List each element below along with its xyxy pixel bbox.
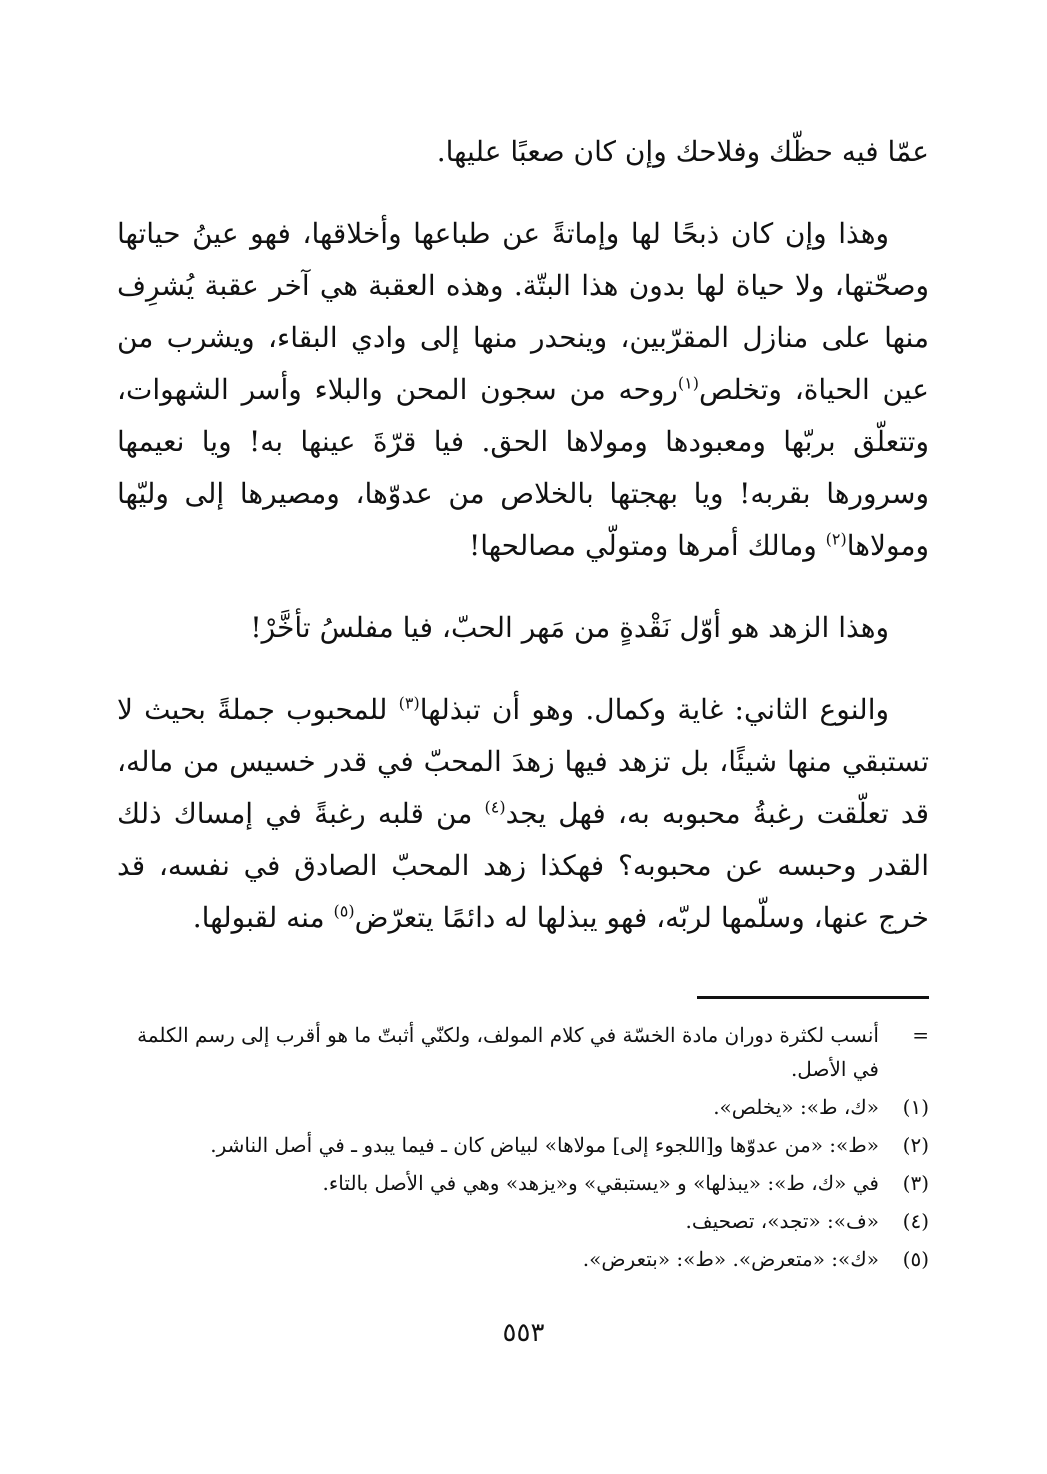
footnote-text: «ف»: «تجد»، تصحيف.: [685, 1209, 879, 1233]
footnote-text: في «ك، ط»: «يبذلها» و «يستبقي» و«يزهد» وهي في الأصل بالتاء.: [322, 1171, 879, 1195]
footnote-mark: (٥): [902, 1247, 929, 1271]
footnote-mark: (٤): [902, 1209, 929, 1233]
paragraph-2-text-c: ومالك أمرها ومتولّي مصالحها!: [468, 529, 817, 562]
footnote-2: [117, 1128, 929, 1162]
paragraph-4-text-d: منه لقبولها.: [192, 901, 325, 934]
paragraph-2-text-b: روحه من سجون المحن والبلاء وأسر الشهوات، وتتعلّق بربّها ومعبودها ومولاها الحق. فيا قرّةَ عينها به! ويا نعيمها وسرورها بقربه! ويا بهجتها بالخلاص من عدوّها، ومصيرها إلى وليّها ومولاها: [117, 373, 929, 562]
footnote-mark: (١): [902, 1095, 929, 1119]
footnote-5: [117, 1242, 929, 1276]
footnote-text: «ط»: «من عدوّها و[اللجوء إلى] مولاها» لبياض كان ـ فيما يبدو ـ في أصل الناشر.: [210, 1133, 879, 1157]
footnote-mark: =: [912, 1023, 929, 1047]
paragraph-4-text-b: للمحبوب جملةً بحيث لا تستبقي منها شيئًا، بل تزهد فيها زهدَ المحبّ في قدر خسيس من ماله، قد تعلّقت رغبةُ محبوبه به، فهل يجد: [117, 693, 929, 830]
paragraph-2: [117, 208, 929, 572]
footnote-ref-2: (٢): [825, 529, 847, 549]
footnote-ref-1: (١): [677, 373, 699, 393]
footnote-1: [117, 1090, 929, 1124]
footnote-mark: (٣): [902, 1171, 929, 1195]
footnote-4: [117, 1204, 929, 1238]
page-number: ٥٥٣: [502, 1318, 545, 1348]
footnote-ref-5: (٥): [333, 901, 355, 921]
footnote-3: [117, 1166, 929, 1200]
footnote-text: «ك»: «متعرض». «ط»: «بتعرض».: [582, 1247, 879, 1271]
footnote-separator: [697, 996, 929, 999]
paragraph-4: [117, 684, 929, 944]
footnote-ref-3: (٣): [398, 693, 420, 713]
paragraph-1: عمّا فيه حظّك وفلاحك وإن كان صعبًا عليها.: [436, 135, 929, 168]
footnote-mark: (٢): [902, 1133, 929, 1157]
footnote-text: «ك، ط»: «يخلص».: [713, 1095, 879, 1119]
paragraph-4-text-a: والنوع الثاني: غاية وكمال. وهو أن تبذلها: [419, 693, 890, 726]
paragraph-3: وهذا الزهد هو أوّل نَقْدةٍ من مَهر الحبّ، فيا مفلسُ تأخَّرْ!: [250, 611, 889, 644]
paragraph-4-text-c: من قلبه رغبةً في إمساك ذلك القدر وحبسه عن محبوبه؟ فهكذا زهد المحبّ الصادق في نفسه، قد خرج عنها، وسلّمها لربّه، فهو يبذلها له دائمًا يتعرّض: [117, 797, 929, 934]
paragraph-2-text-a: وهذا وإن كان ذبحًا لها وإماتةً عن طباعها وأخلاقها، فهو عينُ حياتها وصحّتها، ولا حياة لها بدون هذا البتّة. وهذه العقبة هي آخر عقبة يُشرِف منها على منازل المقرّبين، وينحدر منها إلى وادي البقاء، ويشرب من عين الحياة، وتخلص: [117, 217, 929, 406]
footnote-continued: [117, 1018, 929, 1086]
footnote-text: أنسب لكثرة دوران مادة الخسّة في كلام المولف، ولكنّي أثبتّ ما هو أقرب إلى رسم الكلمة في الأصل.: [137, 1023, 879, 1081]
footnotes: [117, 1018, 929, 1280]
main-text: [117, 126, 929, 944]
footnote-ref-4: (٤): [484, 797, 506, 817]
